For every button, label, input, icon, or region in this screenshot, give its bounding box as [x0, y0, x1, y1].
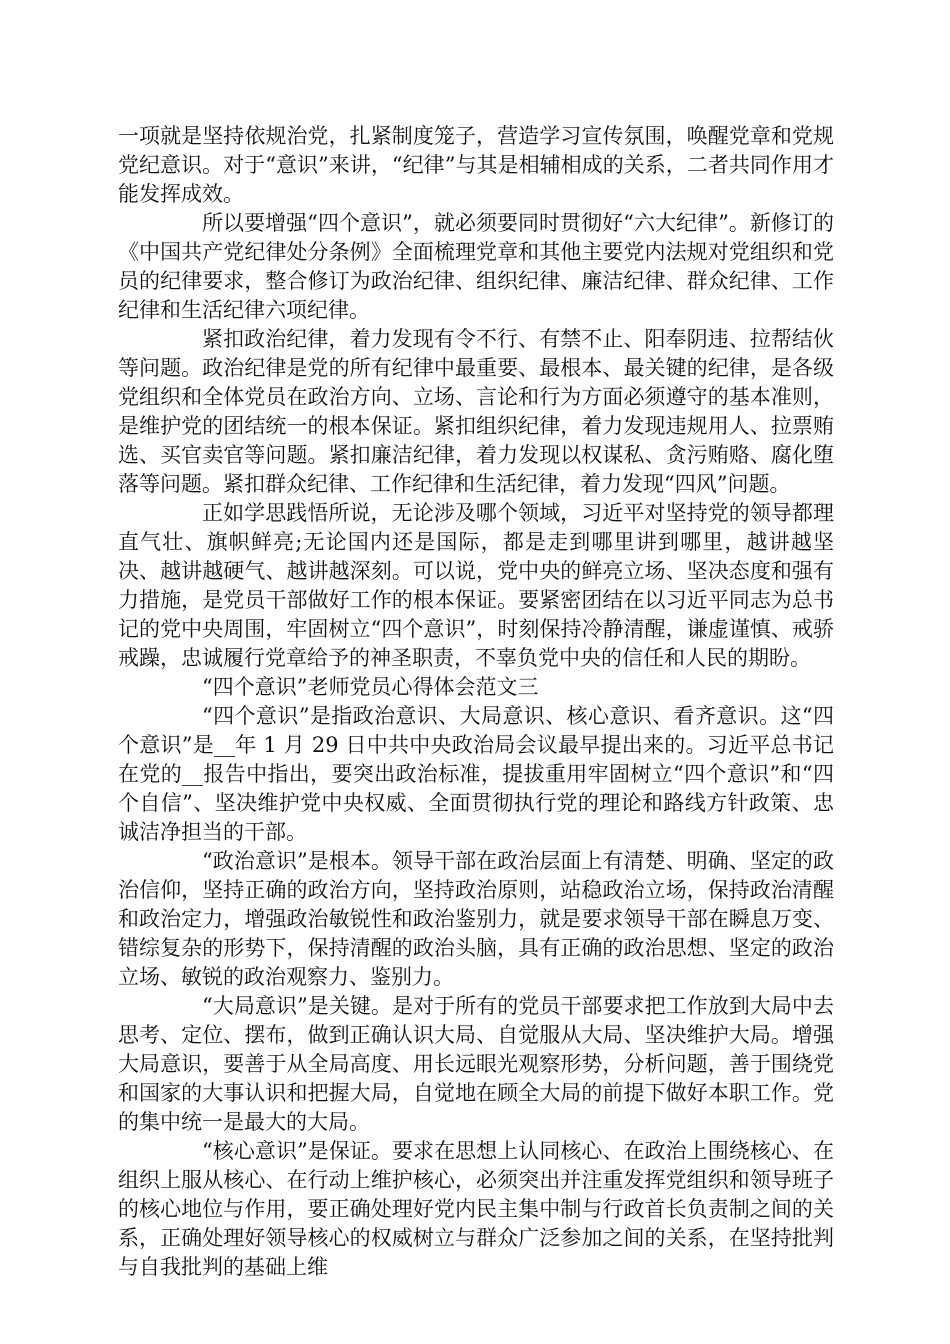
paragraph-6: “政治意识”是根本。领导干部在政治层面上有清楚、明确、坚定的政治信仰，坚持正确的政治方向，坚持政治原则，站稳政治立场，保持政治清醒和政治定力，增强政治敏锐性和政治鉴别力，就是要求领导干部在瞬息万变、错综复杂的形势下，保持清醒的政治头脑，具有正确的政治思想、坚定的政治立场、敏锐的政治观察力、鉴别力。 [118, 849, 834, 989]
document-page [118, 122, 834, 1282]
paragraph-3: 紧扣政治纪律，着力发现有令不行、有禁不止、阳奉阴违、拉帮结伙等问题。政治纪律是党的所有纪律中最重要、最根本、最关键的纪律，是各级党组织和全体党员在政治方向、立场、言论和行为方面必须遵守的基本准则，是维护党的团结统一的根本保证。紧扣组织纪律，着力发现违规用人、拉票贿选、买官卖官等问题。紧扣廉洁纪律，着力发现以权谋私、贪污贿赂、腐化堕落等问题。紧扣群众纪律、工作纪律和生活纪律，着力发现“四风”问题。 [118, 327, 834, 496]
paragraph-1: 一项就是坚持依规治党，扎紧制度笼子，营造学习宣传氛围，唤醒党章和党规党纪意识。对于“意识”来讲，“纪律”与其是相辅相成的关系，二者共同作用才能发挥成效。 [118, 124, 834, 206]
paragraph-2: 所以要增强“四个意识”，就必须要同时贯彻好“六大纪律”。新修订的《中国共产党纪律处分条例》全面梳理党章和其他主要党内法规对党组织和党员的纪律要求，整合修订为政治纪律、组织纪律、廉洁纪律、群众纪律、工作纪律和生活纪律六项纪律。 [118, 211, 834, 322]
paragraph-4: 正如学思践悟所说，无论涉及哪个领域，习近平对坚持党的领导都理直气壮、旗帜鲜亮;无论国内还是国际，都是走到哪里讲到哪里，越讲越坚决、越讲越硬气、越讲越深刻。可以说，党中央的鲜亮立场、坚决态度和强有力措施，是党员干部做好工作的根本保证。要紧密团结在以习近平同志为总书记的党中央周围，牢固树立“四个意识”，时刻保持冷静清醒，谦虚谨慎、戒骄戒躁，忠诚履行党章给予的神圣职责，不辜负党中央的信任和人民的期盼。 [118, 501, 834, 670]
paragraph-8: “核心意识”是保证。要求在思想上认同核心、在政治上围绕核心、在组织上服从核心、在行动上维护核心，必须突出并注重发挥党组织和领导班子的核心地位与作用，要正确处理好党内民主集中制与行政首长负责制之间的关系，正确处理好领导核心的权威树立与群众广泛参加之间的关系，在坚持批判与自我批判的基础上维 [118, 1139, 834, 1279]
section-heading: “四个意识”老师党员心得体会范文三 [202, 675, 539, 699]
paragraph-7: “大局意识”是关键。是对于所有的党员干部要求把工作放到大局中去思考、定位、摆布，做到正确认识大局、自觉服从大局、坚决维护大局。增强大局意识，要善于从全局高度、用长远眼光观察形势，分析问题，善于围绕党和国家的大事认识和把握大局，自觉地在顾全大局的前提下做好本职工作。党的集中统一是最大的大局。 [118, 994, 834, 1134]
paragraph-5: “四个意识”是指政治意识、大局意识、核心意识、看齐意识。这“四个意识”是__年 1 月 29 日中共中央政治局会议最早提出来的。习近平总书记在党的__报告中指出，要突出政治标准，提拔重用牢固树立“四个意识”和“四个自信”、坚决维护党中央权威、全面贯彻执行党的理论和路线方针政策、忠诚洁净担当的干部。 [118, 704, 834, 844]
